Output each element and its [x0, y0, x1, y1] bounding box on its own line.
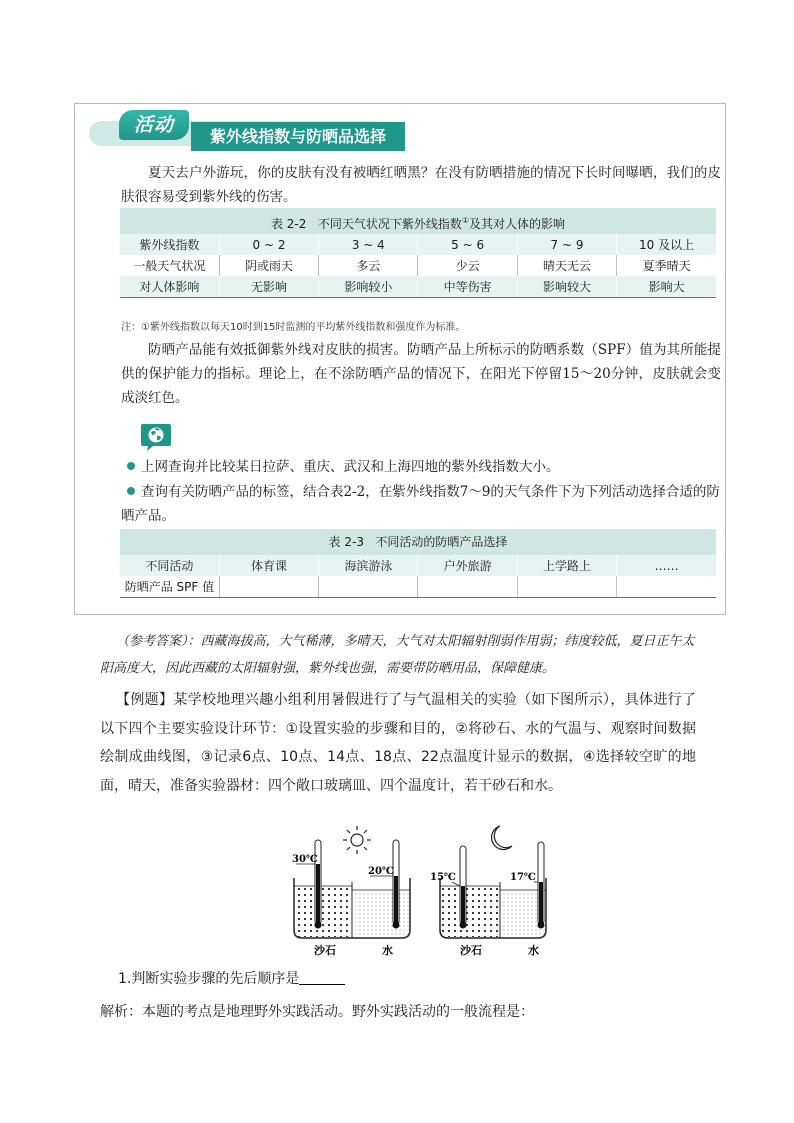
- table2-row: [120, 576, 716, 598]
- reference-answer: [100, 628, 700, 682]
- table1-cell: 紫外线指数: [120, 234, 219, 255]
- table1-cell: 影响较大: [517, 276, 616, 298]
- moon-icon: [492, 826, 512, 849]
- bullet-2-text: 查询有关防晒产品的标签，结合表2-2，在紫外线指数7～9的天气条件下为下列活动选择合适的防晒产品。: [121, 484, 720, 524]
- example-text: 某学校地理兴趣小组利用暑假进行了与气温相关的实验（如下图所示），具体进行了以下四个主要实验设计环节：①设置实验的步骤和目的，②将砂石、水的气温与、观察时间数据绘制成曲线图，③记录6点、10点、14点、18点、22点温度计显示的数据，④选择较空旷的地面，晴天，准备实验器材：四个敞口玻璃皿、四个温度计，若干砂石和水。: [100, 692, 697, 794]
- day-sand-label: 沙石: [314, 944, 336, 957]
- spf-table-caption: [120, 529, 716, 555]
- uv-table: [120, 208, 716, 298]
- activity-box: [74, 103, 726, 615]
- table2-cell: [219, 576, 318, 598]
- night-sand-temp: 15℃: [430, 872, 456, 883]
- example-label: 【例题】: [116, 692, 174, 708]
- uv-table-number: 表 2-2: [270, 217, 307, 231]
- uv-table-title-tail: 及其对人体的影响: [469, 217, 566, 231]
- table2-cell: 防晒产品 SPF 值: [120, 576, 219, 598]
- night-water-label: 水: [528, 944, 539, 957]
- table2-cell: [319, 576, 418, 598]
- question-1: [118, 968, 345, 988]
- table1-cell: 3 ~ 4: [319, 234, 418, 255]
- table1-cell: 少云: [418, 255, 517, 276]
- table2-row: [120, 555, 716, 576]
- spf-table-title: 不同活动的防晒产品选择: [375, 535, 508, 549]
- table2-cell: [617, 576, 716, 598]
- table1-cell: 影响大: [617, 276, 716, 298]
- table1-cell: 5 ~ 6: [418, 234, 517, 255]
- table2-cell: 体育课: [219, 555, 318, 576]
- table2-cell: 户外旅游: [418, 555, 517, 576]
- table1-cell: 0 ~ 2: [219, 234, 318, 255]
- day-water-label: 水: [382, 944, 393, 957]
- table1-cell: 夏季晴天: [617, 255, 716, 276]
- answer-blank[interactable]: [299, 970, 345, 985]
- uv-table-title: 不同天气状况下紫外线指数: [317, 217, 462, 231]
- table2-cell: [517, 576, 616, 598]
- table1-row: [120, 255, 716, 276]
- day-sand-temp: 30℃: [292, 854, 318, 865]
- table1-cell: 对人体影响: [120, 276, 219, 298]
- spf-paragraph: 防晒产品能有效抵御紫外线对皮肤的损害。防晒产品上所标示的防晒系数（SPF）值为其所能提供的保护能力的指标。理论上，在不涂防晒产品的情况下，在阳光下停留15～20分钟，皮肤就会变成淡红色。: [121, 342, 721, 406]
- table-note: 注：①紫外线指数以每天10时到15时监测的平均紫外线指数和强度作为标准。: [121, 322, 466, 333]
- table1-row: [120, 276, 716, 298]
- activity-title: 紫外线指数与防晒品选择: [191, 122, 405, 151]
- table1-cell: 晴天无云: [517, 255, 616, 276]
- activity-tag: 活动: [119, 110, 189, 140]
- table1-cell: 7 ~ 9: [517, 234, 616, 255]
- intro-paragraph: 夏天去户外游玩，你的皮肤有没有被晒红晒黑？在没有防晒措施的情况下长时间曝晒，我们的皮肤很容易受到紫外线的伤害。: [121, 165, 721, 205]
- table1-cell: 中等伤害: [418, 276, 517, 298]
- uv-table-footnote-mark: ①: [461, 216, 470, 225]
- night-water-temp: 17℃: [510, 872, 536, 883]
- table1-cell: 阴或雨天: [219, 255, 318, 276]
- day-water-temp: 20℃: [368, 866, 394, 877]
- bullet-2: [121, 480, 721, 528]
- question-1-text: 1.判断实验步骤的先后顺序是: [118, 971, 300, 987]
- table1-cell: 影响较小: [319, 276, 418, 298]
- globe-icon: [139, 422, 173, 452]
- uv-table-caption: [120, 208, 716, 234]
- bullet-1-text: 上网查询并比较某日拉萨、重庆、武汉和上海四地的紫外线指数大小。: [141, 459, 560, 475]
- night-container: [440, 842, 546, 938]
- analysis-text: 解析：本题的考点是地理野外实践活动。野外实践活动的一般流程是：: [100, 1004, 534, 1020]
- table2-cell: 上学路上: [517, 555, 616, 576]
- bullet-dot-icon: [127, 487, 135, 495]
- bullet-dot-icon: [127, 462, 135, 470]
- table1-cell: 一般天气状况: [120, 255, 219, 276]
- table1-cell: 多云: [319, 255, 418, 276]
- table2-cell: ……: [617, 555, 716, 576]
- bullet-1: [141, 455, 721, 479]
- experiment-figure: [290, 820, 550, 960]
- spf-table: [120, 529, 716, 598]
- night-sand-label: 沙石: [460, 944, 482, 957]
- reference-answer-text: （参考答案）：西藏海拔高，大气稀薄，多晴天，大气对太阳辐射削弱作用弱；纬度较低，夏日正午太阳高度大，因此西藏的太阳辐射强，紫外线也强，需要带防晒用品，保障健康。: [100, 634, 695, 676]
- spf-table-number: 表 2-3: [328, 535, 364, 549]
- table2-cell: 不同活动: [120, 555, 219, 576]
- table1-cell: 10 及以上: [617, 234, 716, 255]
- sun-icon: [343, 826, 371, 854]
- example-question: [100, 686, 696, 800]
- table1-cell: 无影响: [219, 276, 318, 298]
- table2-cell: [418, 576, 517, 598]
- table2-cell: 海滨游泳: [319, 555, 418, 576]
- table1-row: [120, 234, 716, 255]
